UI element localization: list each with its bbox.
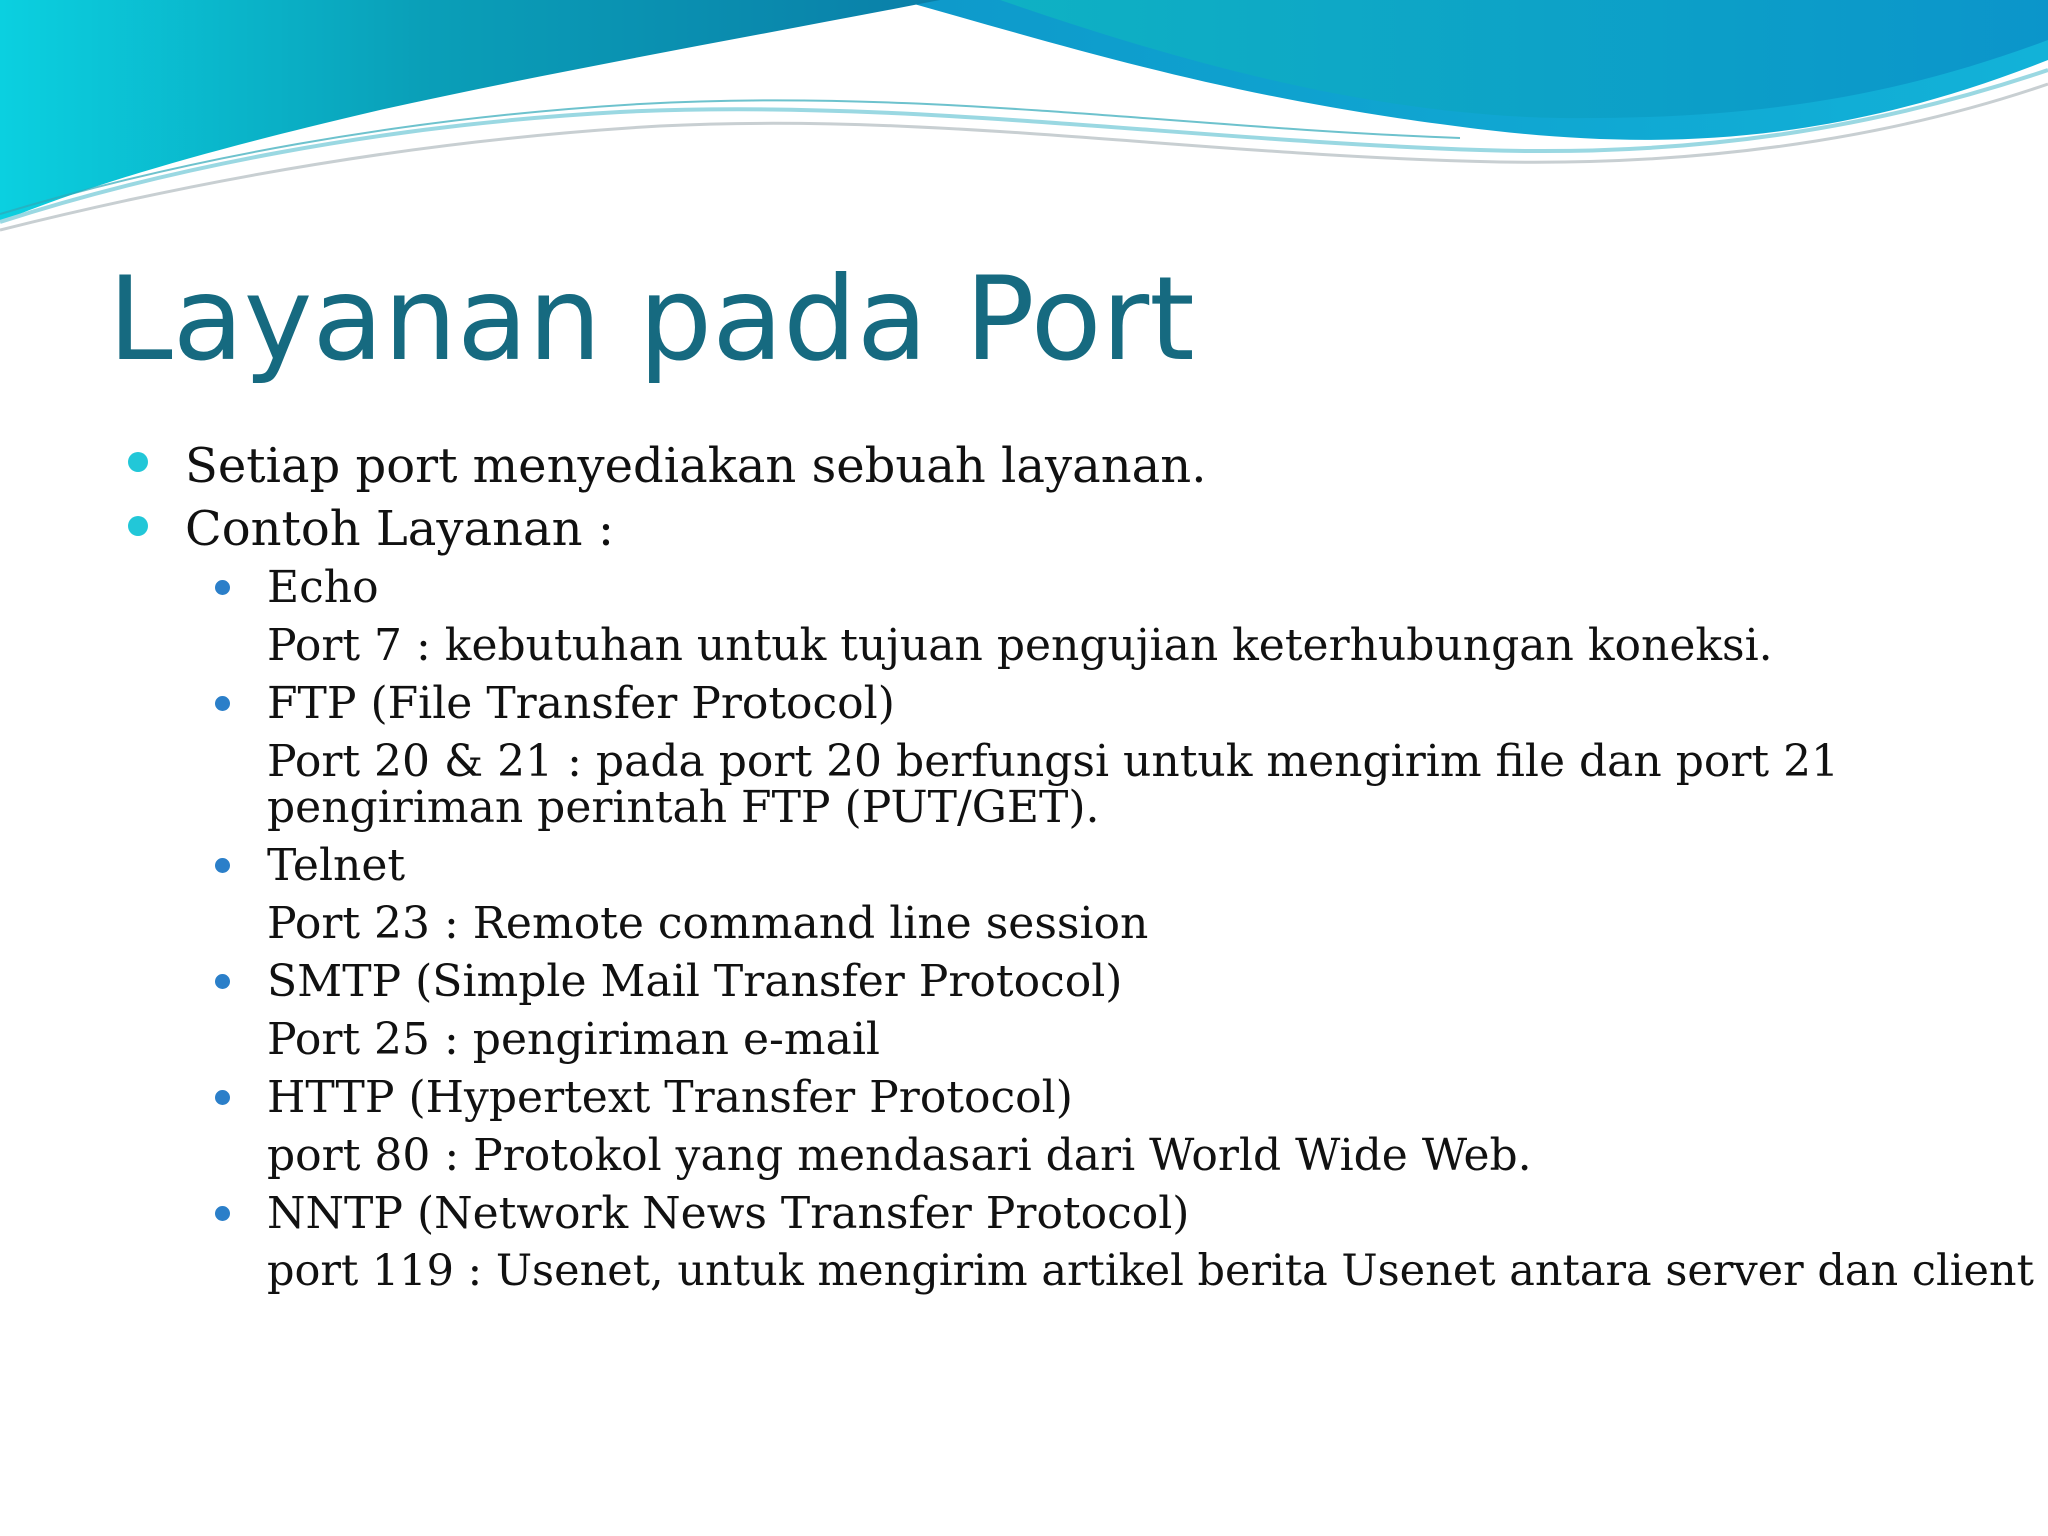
service-detail: port 119 : Usenet, untuk mengirim artikel berita Usenet antara server dan client [267, 1246, 2034, 1296]
service-detail: pengiriman perintah FTP (PUT/GET). [267, 782, 1100, 833]
service-detail: Port 23 : Remote command line session [267, 898, 1149, 949]
service-name: FTP (File Transfer Protocol) [267, 678, 895, 729]
service-detail: Port 25 : pengiriman e-mail [267, 1014, 880, 1065]
sub-bullet-dot [215, 580, 230, 595]
bullet-text: Contoh Layanan : [185, 501, 614, 557]
slide-title: Layanan pada Port [108, 252, 1195, 387]
service-name: Echo [267, 562, 379, 613]
service-detail: port 80 : Protokol yang mendasari dari World Wide Web. [267, 1130, 1532, 1181]
bullet-dot [128, 516, 148, 536]
service-name: Telnet [267, 840, 406, 891]
service-name: HTTP (Hypertext Transfer Protocol) [267, 1072, 1073, 1123]
service-name: SMTP (Simple Mail Transfer Protocol) [267, 956, 1123, 1007]
sub-bullet-dot [215, 696, 230, 711]
service-name: NNTP (Network News Transfer Protocol) [267, 1188, 1190, 1239]
service-detail: Port 20 & 21 : pada port 20 berfungsi untuk mengirim file dan port 21 [267, 736, 1840, 787]
service-detail: Port 7 : kebutuhan untuk tujuan pengujian keterhubungan koneksi. [267, 620, 1773, 671]
bullet-text: Setiap port menyediakan sebuah layanan. [185, 438, 1207, 494]
sub-bullet-dot [215, 974, 230, 989]
sub-bullet-dot [215, 1206, 230, 1221]
bullet-dot [128, 452, 148, 472]
sub-bullet-dot [215, 858, 230, 873]
sub-bullet-dot [215, 1090, 230, 1105]
